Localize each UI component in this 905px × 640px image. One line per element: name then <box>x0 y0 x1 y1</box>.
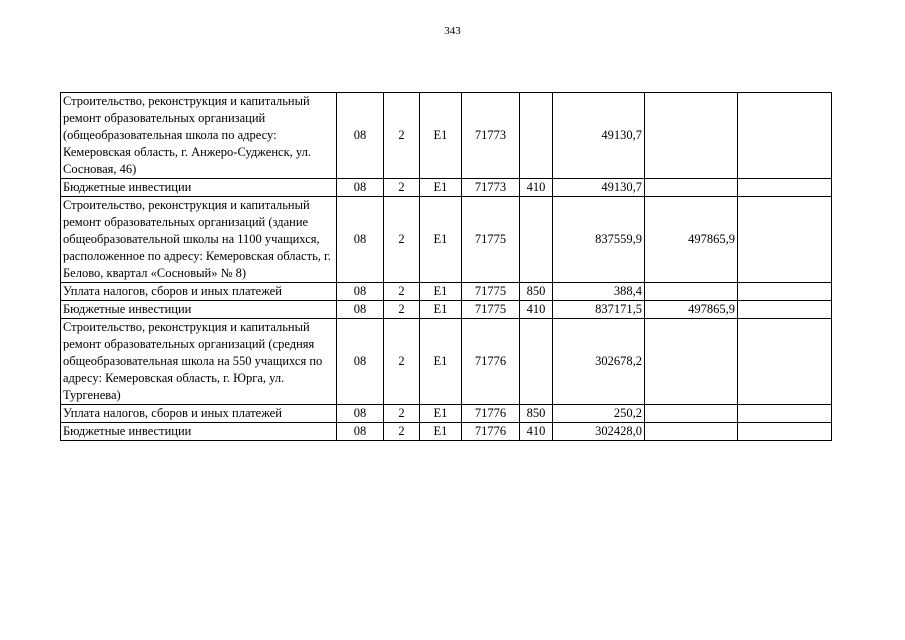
table-row <box>61 405 832 423</box>
row-sum-2: 497865,9 <box>645 197 738 283</box>
row-vid <box>520 319 553 405</box>
row-sum-3 <box>738 301 832 319</box>
row-podrazdel: 2 <box>384 423 420 441</box>
row-sum-2 <box>645 283 738 301</box>
table-row <box>61 197 832 283</box>
table-row <box>61 93 832 179</box>
row-sum-1: 49130,7 <box>553 179 645 197</box>
row-name: Бюджетные инвестиции <box>61 179 337 197</box>
row-sum-1: 302678,2 <box>553 319 645 405</box>
row-sum-2 <box>645 423 738 441</box>
row-program: E1 <box>420 197 462 283</box>
row-name: Строительство, реконструкция и капитальный ремонт образовательных организаций (здание общеобразовательной школы на 1100 учащихся, расположенное по адресу: Кемеровская область, г. Белово, квартал «Сосновый» № 8) <box>61 197 337 283</box>
row-code: 71776 <box>462 423 520 441</box>
row-program: E1 <box>420 301 462 319</box>
table-row <box>61 301 832 319</box>
page-number: 343 <box>444 25 461 37</box>
row-razdel: 08 <box>337 197 384 283</box>
row-podrazdel: 2 <box>384 405 420 423</box>
row-vid: 410 <box>520 423 553 441</box>
row-sum-2 <box>645 179 738 197</box>
row-sum-1: 302428,0 <box>553 423 645 441</box>
row-sum-1: 837171,5 <box>553 301 645 319</box>
row-sum-3 <box>738 179 832 197</box>
row-name: Бюджетные инвестиции <box>61 301 337 319</box>
row-sum-1: 250,2 <box>553 405 645 423</box>
row-code: 71773 <box>462 179 520 197</box>
row-sum-2 <box>645 93 738 179</box>
row-razdel: 08 <box>337 405 384 423</box>
row-vid: 850 <box>520 283 553 301</box>
row-razdel: 08 <box>337 423 384 441</box>
row-razdel: 08 <box>337 283 384 301</box>
row-sum-2 <box>645 319 738 405</box>
row-program: E1 <box>420 179 462 197</box>
row-program: E1 <box>420 283 462 301</box>
row-vid <box>520 93 553 179</box>
row-sum-3 <box>738 197 832 283</box>
budget-table <box>60 92 832 441</box>
row-code: 71775 <box>462 283 520 301</box>
row-program: E1 <box>420 319 462 405</box>
row-podrazdel: 2 <box>384 301 420 319</box>
row-podrazdel: 2 <box>384 197 420 283</box>
row-razdel: 08 <box>337 179 384 197</box>
row-razdel: 08 <box>337 319 384 405</box>
row-program: E1 <box>420 423 462 441</box>
row-sum-1: 388,4 <box>553 283 645 301</box>
row-sum-3 <box>738 93 832 179</box>
row-vid <box>520 197 553 283</box>
row-podrazdel: 2 <box>384 93 420 179</box>
table-row <box>61 423 832 441</box>
row-name: Строительство, реконструкция и капитальный ремонт образовательных организаций (средняя общеобразовательная школа на 550 учащихся по адресу: Кемеровская область, г. Юрга, ул. Тургенева) <box>61 319 337 405</box>
row-program: E1 <box>420 405 462 423</box>
row-razdel: 08 <box>337 301 384 319</box>
row-sum-2: 497865,9 <box>645 301 738 319</box>
table-row <box>61 319 832 405</box>
row-name: Строительство, реконструкция и капитальный ремонт образовательных организаций (общеобразовательная школа по адресу: Кемеровская область, г. Анжеро-Судженск, ул. Сосновая, 46) <box>61 93 337 179</box>
row-vid: 850 <box>520 405 553 423</box>
row-code: 71775 <box>462 301 520 319</box>
row-name: Уплата налогов, сборов и иных платежей <box>61 405 337 423</box>
row-name: Уплата налогов, сборов и иных платежей <box>61 283 337 301</box>
table-row <box>61 283 832 301</box>
row-code: 71776 <box>462 405 520 423</box>
row-vid: 410 <box>520 301 553 319</box>
row-podrazdel: 2 <box>384 319 420 405</box>
row-vid: 410 <box>520 179 553 197</box>
row-sum-3 <box>738 423 832 441</box>
row-code: 71773 <box>462 93 520 179</box>
row-sum-3 <box>738 283 832 301</box>
row-podrazdel: 2 <box>384 283 420 301</box>
row-sum-1: 837559,9 <box>553 197 645 283</box>
table-row <box>61 179 832 197</box>
row-code: 71775 <box>462 197 520 283</box>
row-code: 71776 <box>462 319 520 405</box>
row-razdel: 08 <box>337 93 384 179</box>
row-program: E1 <box>420 93 462 179</box>
row-sum-3 <box>738 319 832 405</box>
row-sum-1: 49130,7 <box>553 93 645 179</box>
row-sum-3 <box>738 405 832 423</box>
row-podrazdel: 2 <box>384 179 420 197</box>
row-name: Бюджетные инвестиции <box>61 423 337 441</box>
row-sum-2 <box>645 405 738 423</box>
table-body <box>61 93 832 441</box>
